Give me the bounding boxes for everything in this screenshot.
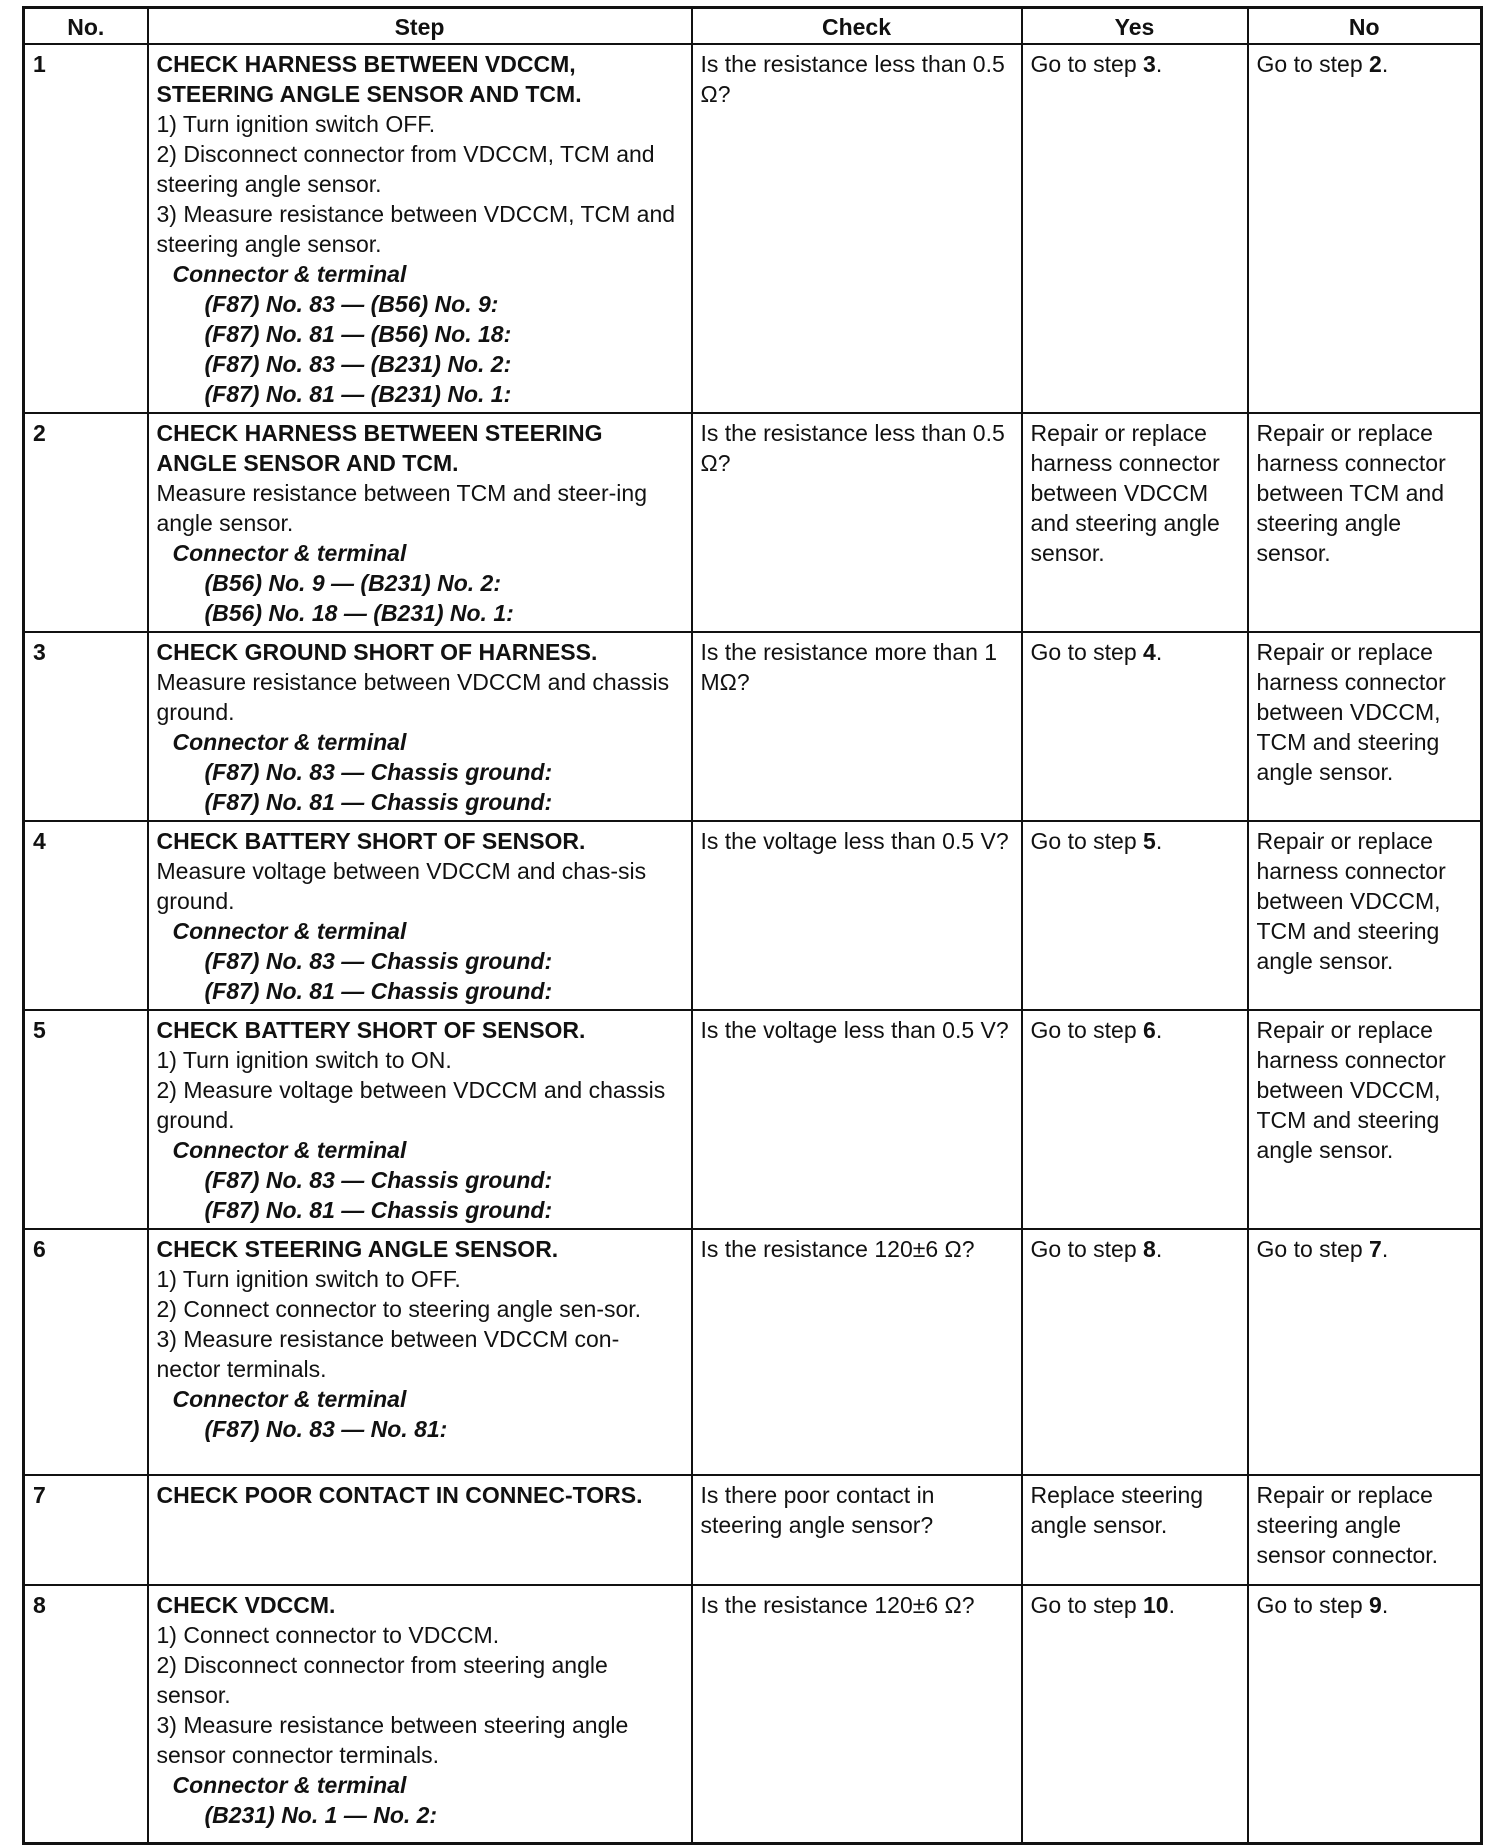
terminal-pair: (F87) No. 81 — (B56) No. 18: [204, 321, 512, 347]
step-instruction: Measure resistance between TCM and steer-ing angle sensor. [156, 480, 647, 536]
no-cell [1248, 1010, 1482, 1229]
yes-cell [1022, 1229, 1248, 1475]
terminal-pair: (F87) No. 83 — Chassis ground: [204, 948, 553, 974]
terminal-pair: (F87) No. 83 — (B56) No. 9: [204, 291, 499, 317]
connector-terminal-label: Connector & terminal [172, 918, 407, 944]
step-number: 7 [24, 1475, 148, 1585]
step-cell [148, 44, 692, 413]
yes-text: Go to step [1030, 1236, 1137, 1262]
no-step-ref: 7 [1369, 1236, 1382, 1262]
no-text: Go to step [1256, 51, 1363, 77]
yes-cell [1022, 632, 1248, 821]
terminal-pair: (F87) No. 83 — Chassis ground: [204, 1167, 553, 1193]
terminal-pair: (B231) No. 1 — No. 2: [204, 1802, 438, 1828]
yes-end: . [1155, 51, 1163, 77]
no-text: Repair or replace harness connector between VDCCM, TCM and steering angle sensor. [1256, 1017, 1446, 1163]
step-number: 5 [24, 1010, 148, 1229]
check-cell: Is the resistance 120±6 Ω? [692, 1585, 1022, 1843]
step-instruction: 1) Connect connector to VDCCM. [156, 1622, 500, 1648]
no-cell [1248, 632, 1482, 821]
no-text: Go to step [1256, 1236, 1363, 1262]
table-row [24, 632, 1482, 821]
check-cell: Is the resistance less than 0.5 Ω? [692, 413, 1022, 632]
yes-end: . [1155, 639, 1163, 665]
no-cell [1248, 413, 1482, 632]
yes-step-ref: 8 [1143, 1236, 1156, 1262]
yes-step-ref: 5 [1143, 828, 1156, 854]
step-title: CHECK BATTERY SHORT OF SENSOR. [156, 828, 586, 854]
terminal-pair: (F87) No. 81 — Chassis ground: [204, 978, 553, 1004]
step-number: 1 [24, 44, 148, 413]
terminal-pair: (F87) No. 81 — Chassis ground: [204, 789, 553, 815]
table-row [24, 413, 1482, 632]
connector-terminal-label: Connector & terminal [172, 1772, 407, 1798]
yes-cell [1022, 1475, 1248, 1585]
connector-terminal-label: Connector & terminal [172, 261, 407, 287]
connector-terminal-label: Connector & terminal [172, 540, 407, 566]
step-instruction: 2) Disconnect connector from steering angle sensor. [156, 1652, 608, 1708]
yes-text: Go to step [1030, 1592, 1137, 1618]
step-instruction: Measure resistance between VDCCM and chassis ground. [156, 669, 670, 725]
terminal-pair: (B56) No. 18 — (B231) No. 1: [204, 600, 514, 626]
no-cell [1248, 1585, 1482, 1843]
step-title: CHECK BATTERY SHORT OF SENSOR. [156, 1017, 586, 1043]
terminal-pair: (F87) No. 81 — Chassis ground: [204, 1197, 553, 1223]
yes-end: . [1155, 828, 1163, 854]
connector-terminal-label: Connector & terminal [172, 1137, 407, 1163]
connector-terminal-label: Connector & terminal [172, 729, 407, 755]
no-end: . [1381, 1236, 1389, 1262]
diagnostic-table-container [22, 6, 1480, 1845]
table-row [24, 1585, 1482, 1843]
no-end: . [1381, 1592, 1389, 1618]
no-end: . [1381, 51, 1389, 77]
no-text: Repair or replace harness connector between VDCCM, TCM and steering angle sensor. [1256, 828, 1446, 974]
no-cell [1248, 1475, 1482, 1585]
step-instruction: 2) Connect connector to steering angle sen-sor. [156, 1296, 642, 1322]
step-instruction: 1) Turn ignition switch to OFF. [156, 1266, 461, 1292]
table-header-row [24, 8, 1482, 45]
check-cell: Is the resistance less than 0.5 Ω? [692, 44, 1022, 413]
step-instruction: 3) Measure resistance between VDCCM con-nector terminals. [156, 1326, 620, 1382]
terminal-pair: (F87) No. 83 — (B231) No. 2: [204, 351, 512, 377]
terminal-pair: (F87) No. 83 — No. 81: [204, 1416, 448, 1442]
table-row [24, 1010, 1482, 1229]
step-cell [148, 632, 692, 821]
terminal-pair: (F87) No. 81 — (B231) No. 1: [204, 381, 512, 407]
terminal-pair: (F87) No. 83 — Chassis ground: [204, 759, 553, 785]
check-cell: Is the resistance more than 1 MΩ? [692, 632, 1022, 821]
no-step-ref: 2 [1369, 51, 1382, 77]
step-number: 6 [24, 1229, 148, 1475]
header-no-col: No [1248, 8, 1482, 45]
step-title: CHECK VDCCM. [156, 1592, 336, 1618]
yes-step-ref: 3 [1143, 51, 1156, 77]
yes-cell [1022, 821, 1248, 1010]
header-yes: Yes [1022, 8, 1248, 45]
diagnostic-table [22, 6, 1483, 1845]
step-cell [148, 1475, 692, 1585]
yes-text: Replace steering angle sensor. [1030, 1482, 1204, 1538]
step-title: CHECK HARNESS BETWEEN STEERING ANGLE SENSOR AND TCM. [156, 420, 603, 476]
step-number: 2 [24, 413, 148, 632]
step-title: CHECK GROUND SHORT OF HARNESS. [156, 639, 598, 665]
step-title: CHECK POOR CONTACT IN CONNEC-TORS. [156, 1482, 643, 1508]
table-body [24, 44, 1482, 1843]
table-row [24, 1229, 1482, 1475]
yes-text: Repair or replace harness connector between VDCCM and steering angle sensor. [1030, 420, 1220, 566]
step-number: 3 [24, 632, 148, 821]
step-instruction: 3) Measure resistance between VDCCM, TCM and steering angle sensor. [156, 201, 676, 257]
step-cell [148, 1585, 692, 1843]
step-cell [148, 413, 692, 632]
step-cell [148, 1229, 692, 1475]
yes-cell [1022, 1585, 1248, 1843]
check-cell: Is the resistance 120±6 Ω? [692, 1229, 1022, 1475]
terminal-pair: (B56) No. 9 — (B231) No. 2: [204, 570, 501, 596]
yes-end: . [1168, 1592, 1175, 1618]
step-cell [148, 821, 692, 1010]
connector-terminal-label: Connector & terminal [172, 1386, 407, 1412]
yes-cell [1022, 413, 1248, 632]
no-text: Repair or replace harness connector between TCM and steering angle sensor. [1256, 420, 1446, 566]
yes-cell [1022, 44, 1248, 413]
yes-text: Go to step [1030, 828, 1137, 854]
step-instruction: 2) Measure voltage between VDCCM and chassis ground. [156, 1077, 666, 1133]
no-cell [1248, 44, 1482, 413]
yes-step-ref: 6 [1143, 1017, 1156, 1043]
header-no: No. [24, 8, 148, 45]
yes-end: . [1155, 1236, 1163, 1262]
header-step: Step [148, 8, 692, 45]
check-cell: Is the voltage less than 0.5 V? [692, 1010, 1022, 1229]
table-row [24, 44, 1482, 413]
yes-text: Go to step [1030, 1017, 1137, 1043]
step-instruction: 3) Measure resistance between steering angle sensor connector terminals. [156, 1712, 629, 1768]
yes-end: . [1155, 1017, 1163, 1043]
yes-text: Go to step [1030, 639, 1137, 665]
no-text: Repair or replace harness connector between VDCCM, TCM and steering angle sensor. [1256, 639, 1446, 785]
yes-cell [1022, 1010, 1248, 1229]
step-instruction: Measure voltage between VDCCM and chas-sis ground. [156, 858, 647, 914]
table-row [24, 821, 1482, 1010]
step-title: CHECK HARNESS BETWEEN VDCCM, STEERING ANGLE SENSOR AND TCM. [156, 51, 582, 107]
step-title: CHECK STEERING ANGLE SENSOR. [156, 1236, 559, 1262]
header-check: Check [692, 8, 1022, 45]
no-text: Go to step [1256, 1592, 1363, 1618]
no-cell [1248, 821, 1482, 1010]
step-instruction: 1) Turn ignition switch to ON. [156, 1047, 452, 1073]
yes-step-ref: 4 [1143, 639, 1156, 665]
step-cell [148, 1010, 692, 1229]
table-row [24, 1475, 1482, 1585]
yes-text: Go to step [1030, 51, 1137, 77]
check-cell: Is the voltage less than 0.5 V? [692, 821, 1022, 1010]
yes-step-ref: 10 [1143, 1592, 1169, 1618]
no-step-ref: 9 [1369, 1592, 1382, 1618]
no-cell [1248, 1229, 1482, 1475]
no-text: Repair or replace steering angle sensor connector. [1256, 1482, 1439, 1568]
step-instruction: 2) Disconnect connector from VDCCM, TCM and steering angle sensor. [156, 141, 655, 197]
check-cell: Is there poor contact in steering angle sensor? [692, 1475, 1022, 1585]
step-number: 4 [24, 821, 148, 1010]
step-instruction: 1) Turn ignition switch OFF. [156, 111, 436, 137]
step-number: 8 [24, 1585, 148, 1843]
